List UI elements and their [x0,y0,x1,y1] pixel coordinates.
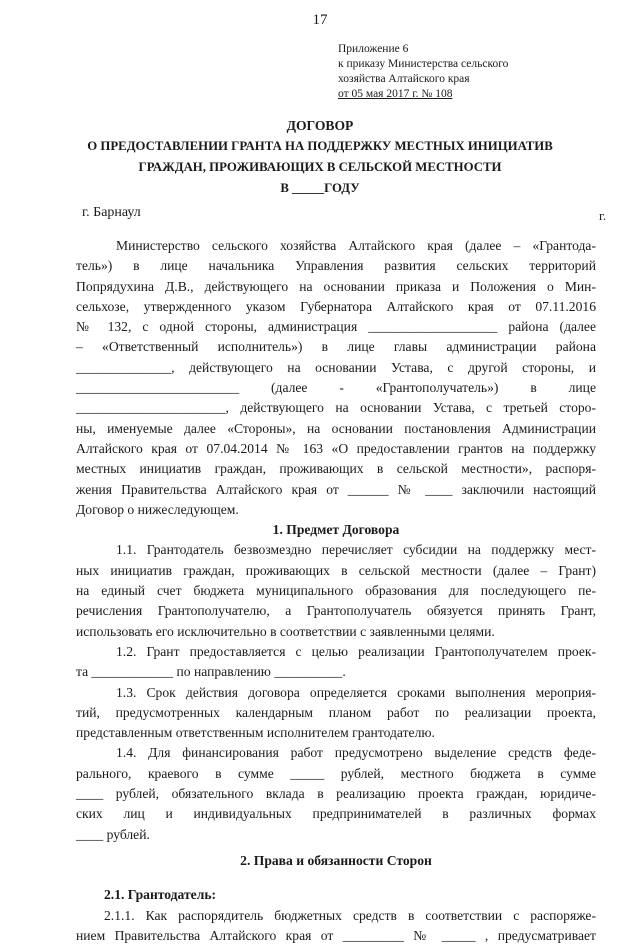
title-line: В _____ГОДУ [280,181,360,195]
year-suffix: г. [599,208,607,223]
clause-line: 1.3. Срок действия договора определяется сроками выполнения мероприя- [116,684,596,700]
paragraph-line: ______________________, действующего на основании Устава, с третьей сторо- [76,400,596,416]
section-heading: 2. Права и обязанности Сторон [240,852,432,868]
appendix-line: Приложение 6 [338,43,409,55]
clause-line: речисления Грантополучателю, а Грантополучатель обязуется принять Грант, [76,603,596,619]
title-line: ГРАЖДАН, ПРОЖИВАЮЩИХ В СЕЛЬСКОЙ МЕСТНОСТИ [138,160,502,174]
clause-line: ____ рублей. [76,826,150,842]
paragraph-line: Министерство сельского хозяйства Алтайского края (далее – «Грантода- [116,238,596,253]
paragraph-line: жения Правительства Алтайского края от ______ № ____ заключили настоящий [76,481,596,497]
appendix-line: к приказу Министерства сельского [338,58,509,70]
page-number: 17 [312,12,328,28]
paragraph-line: Договор о нижеследующем. [76,501,239,517]
clause-line: тий, предусмотренных календарным планом работ по реализации проекта, [76,704,596,720]
appendix-block [338,42,508,102]
title-line: О ПРЕДОСТАВЛЕНИИ ГРАНТА НА ПОДДЕРЖКУ МЕСТНЫХ ИНИЦИАТИВ [87,139,553,153]
paragraph-line: тель») в лице начальника Управления развития сельских территорий [76,258,596,274]
city-name: г. Барнаул [82,205,141,220]
clause-line: 1.2. Грант предоставляется с целью реализации Грантополучателем проек- [116,643,596,659]
clause-line: та ____________ по направлению __________. [76,664,346,680]
clause-line: нием Правительства Алтайского края от _________ № _____ , предусматривает [76,927,596,943]
paragraph-line: местных инициатив граждан, проживающих в сельской местности», распоря- [76,461,596,477]
clause-line: представленным ответственным исполнителем грантодателю. [76,725,435,741]
paragraph-line: – «Ответственный исполнитель») в лице главы администрации района [76,339,596,355]
appendix-line: хозяйства Алтайского края [338,73,470,85]
paragraph-line: ______________, действующего на основании Устава, с другой стороны, и [76,359,596,375]
section-heading: 1. Предмет Договора [272,522,400,538]
clause-line: 2.1.1. Как распорядитель бюджетных средств в соответствии с распоряже- [104,907,596,923]
paragraph-line: ны, именуемые далее «Стороны», на основании постановления Администрации [76,420,596,436]
paragraph-line: № 132, с одной стороны, администрация ___________________ района (далее [76,319,596,335]
clause-line: ____ рублей, обязательного вклада в реализацию проекта граждан, юридиче- [76,786,596,802]
clause-line: использовать его исключительно в соответствии с заявленными целями. [76,623,495,639]
contract-body [76,236,596,946]
clause-line: 1.4. Для финансирования работ предусмотрено выделение средств феде- [116,745,596,761]
paragraph-line: ________________________ (далее - «Грантополучатель») в лице [76,380,596,396]
clause-line: 1.1. Грантодатель безвозмездно перечисляет субсидии на поддержку мест- [116,542,596,558]
contract-title [40,115,600,199]
clause-heading: 2.1. Грантодатель: [104,887,217,903]
appendix-line: от 05 мая 2017 г. № 108 [338,88,453,100]
title-line: ДОГОВОР [286,118,354,133]
paragraph-line: Попрядухина Д.В., действующего на основании приказа и Положения о Мин- [76,278,596,294]
clause-line: ских лиц и индивидуальных предпринимателей в различных формах [76,806,596,822]
paragraph-line: Алтайского края от 07.04.2014 № 163 «О предоставлении грантов на поддержку [76,440,596,456]
paragraph-line: сельхозе, утвержденного указом Губернатора Алтайского края от 07.11.2016 [76,298,596,314]
clause-line: ных инициатив граждан, проживающих в сельской местности (далее – Грант) [76,562,596,578]
clause-line: на единый счет бюджета муниципального образования для последующего пе- [76,583,596,599]
clause-line: рального, краевого в сумме _____ рублей, местного бюджета в сумме [76,765,596,781]
